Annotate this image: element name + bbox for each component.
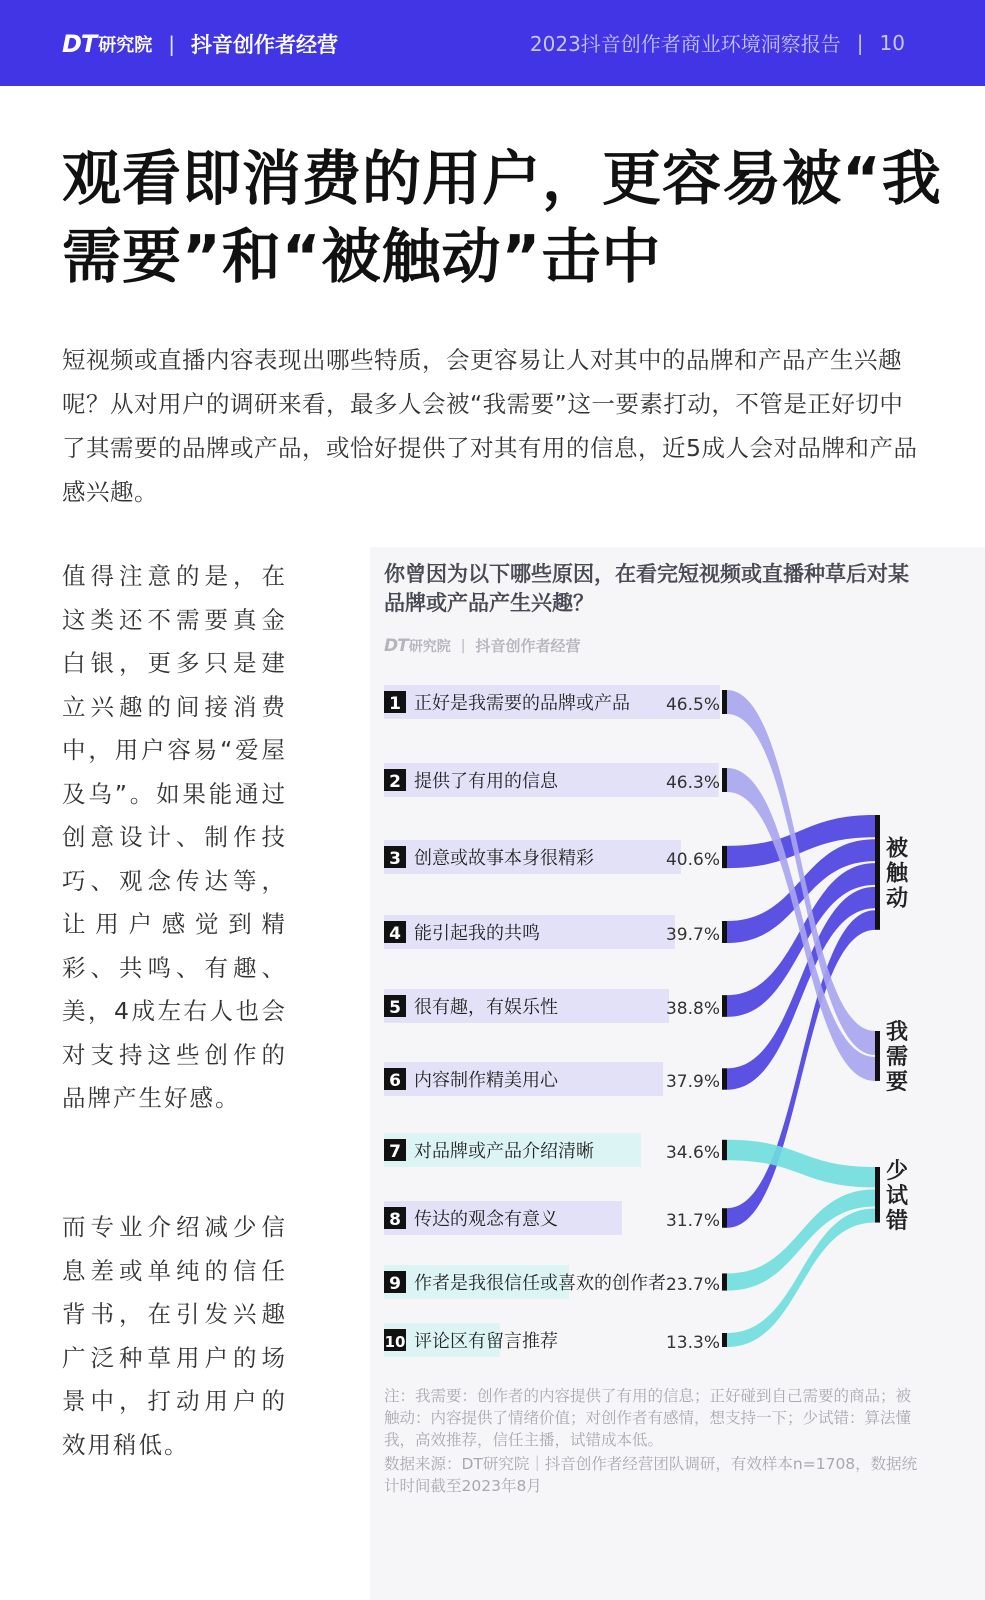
rank-label-1: 1 <box>389 694 401 714</box>
dt-logo-sub: 研究院 <box>98 35 153 56</box>
rank-label-7: 7 <box>389 1142 401 1162</box>
sankey-bar-chart <box>370 547 985 1377</box>
chart-row-9 <box>384 1265 727 1299</box>
intro-paragraph: 短视频或直播内容表现出哪些特质，会更容易让人对其中的品牌和产品产生兴趣呢？从对用户的调研来看，最多人会被“我需要”这一要素打动，不管是正好切中了其需要的品牌或产品，或恰好提供了对其有用的信息，近5成人会对品牌和产品感兴趣。 <box>62 346 918 506</box>
category-label-8: 传达的观念有意义 <box>414 1209 558 1230</box>
category-label-1: 正好是我需要的品牌或产品 <box>414 693 630 714</box>
brand-separator: | <box>168 32 176 56</box>
rank-label-10: 10 <box>384 1333 406 1351</box>
source-node-4 <box>722 921 727 943</box>
publisher-name: 抖音创作者经营 <box>191 33 339 57</box>
rank-label-8: 8 <box>389 1210 401 1230</box>
category-label-7: 对品牌或产品介绍清晰 <box>414 1141 594 1162</box>
rank-label-4: 4 <box>389 924 401 944</box>
report-title: 2023抖音创作者商业环境洞察报告 <box>529 32 841 56</box>
group-label-char: 动 <box>885 886 909 912</box>
group-label-char: 要 <box>885 1069 909 1095</box>
source-node-6 <box>722 1068 727 1089</box>
group-label-char: 需 <box>885 1044 909 1070</box>
chart-row-4 <box>384 915 727 949</box>
source-node-8 <box>722 1208 727 1228</box>
value-label-5: 38.8% <box>665 999 720 1019</box>
chart-note: 注：我需要：创作者的内容提供了有用的信息；正好碰到自己需要的商品；被触动：内容提供了情绪价值；对创作者有感情，想支持一下；少试错：算法懂我，高效推荐，信任主播，试错成本低。 <box>384 1387 912 1449</box>
source-node-9 <box>722 1273 727 1290</box>
group-label-char: 试 <box>885 1183 909 1209</box>
group-label-char: 少 <box>885 1158 909 1184</box>
value-label-9: 23.7% <box>665 1275 720 1295</box>
sankey-links <box>727 690 875 1347</box>
chart-row-2 <box>384 763 727 797</box>
chart-publisher: 抖音创作者经营 <box>475 637 581 655</box>
page-number: 10 <box>879 30 905 55</box>
source-node-5 <box>722 995 727 1017</box>
side-paragraph-2: 而专业介绍减少信息差或单纯的信任背书，在引发兴趣广泛种草用户的场景中，打动用户的效用稍低。 <box>62 1213 287 1459</box>
category-label-3: 创意或故事本身很精彩 <box>414 848 594 869</box>
chart-row-5 <box>384 989 727 1023</box>
category-label-4: 能引起我的共鸣 <box>414 923 540 944</box>
group-node-我需要 <box>875 1020 908 1095</box>
chart-row-6 <box>384 1062 727 1096</box>
group-node-少试错 <box>875 1159 908 1234</box>
value-label-1: 46.5% <box>665 695 720 715</box>
source-node-10 <box>722 1333 727 1347</box>
chart-brand-separator: | <box>460 637 466 654</box>
value-label-8: 31.7% <box>665 1211 720 1231</box>
group-label-char: 被 <box>885 836 909 862</box>
value-label-7: 34.6% <box>665 1143 720 1163</box>
source-node-7 <box>722 1140 727 1160</box>
report-separator: | <box>856 30 864 55</box>
group-label-char: 触 <box>885 861 909 887</box>
value-label-3: 40.6% <box>665 850 720 870</box>
dt-logo: DT <box>62 30 97 58</box>
group-bar <box>875 815 880 930</box>
chart-dt-logo-sub: 研究院 <box>408 638 451 655</box>
rank-label-6: 6 <box>389 1071 401 1091</box>
rank-label-5: 5 <box>389 998 401 1018</box>
group-bar <box>875 1031 880 1081</box>
group-label-char: 错 <box>885 1208 909 1234</box>
category-label-5: 很有趣，有娱乐性 <box>414 997 558 1018</box>
report-info <box>530 28 905 57</box>
page-title: 观看即消费的用户，更容易被“我需要”和“被触动”击中 <box>62 144 942 291</box>
group-bar <box>875 1167 880 1223</box>
rank-label-2: 2 <box>389 772 401 792</box>
chart-row-1 <box>384 685 727 719</box>
category-label-2: 提供了有用的信息 <box>414 771 558 792</box>
chart-row-7 <box>384 1133 727 1167</box>
rank-label-9: 9 <box>389 1274 401 1294</box>
chart-source: 数据来源：DT研究院｜抖音创作者经营团队调研，有效样本n=1708，数据统计时间截至2023年8月 <box>384 1455 918 1495</box>
chart-row-3 <box>384 840 727 874</box>
chart-dt-logo: DT <box>384 635 408 656</box>
group-node-被触动 <box>875 815 909 930</box>
value-label-2: 46.3% <box>665 773 720 793</box>
value-label-6: 37.9% <box>665 1072 720 1092</box>
sankey-link-7 <box>727 1140 875 1188</box>
chart-card <box>370 547 985 1600</box>
source-node-2 <box>722 768 727 792</box>
brand <box>62 28 338 60</box>
chart-notes <box>384 1385 924 1497</box>
category-label-9: 作者是我很信任或喜欢的创作者 <box>414 1273 666 1294</box>
source-node-1 <box>722 690 727 714</box>
category-label-6: 内容制作精美用心 <box>414 1070 558 1091</box>
side-paragraph-1: 值得注意的是，在这类还不需要真金白银，更多只是建立兴趣的间接消费中，用户容易“爱屋及乌”。如果能通过创意设计、制作技巧、观念传达等，让用户感觉到精彩、共鸣、有趣、美，4成左右人也会对支持这些创作的品牌产生好感。 <box>62 562 287 1112</box>
chart-title: 你曾因为以下哪些原因，在看完短视频或直播种草后对某品牌或产品产生兴趣？ <box>384 562 909 615</box>
category-label-10: 评论区有留言推荐 <box>414 1331 558 1352</box>
source-node-3 <box>722 846 727 868</box>
group-label-char: 我 <box>885 1019 909 1045</box>
value-label-10: 13.3% <box>665 1333 720 1353</box>
value-label-4: 39.7% <box>665 925 720 945</box>
chart-row-8 <box>384 1201 727 1235</box>
chart-row-10 <box>384 1323 727 1357</box>
rank-label-3: 3 <box>389 849 401 869</box>
page-header <box>0 0 985 86</box>
